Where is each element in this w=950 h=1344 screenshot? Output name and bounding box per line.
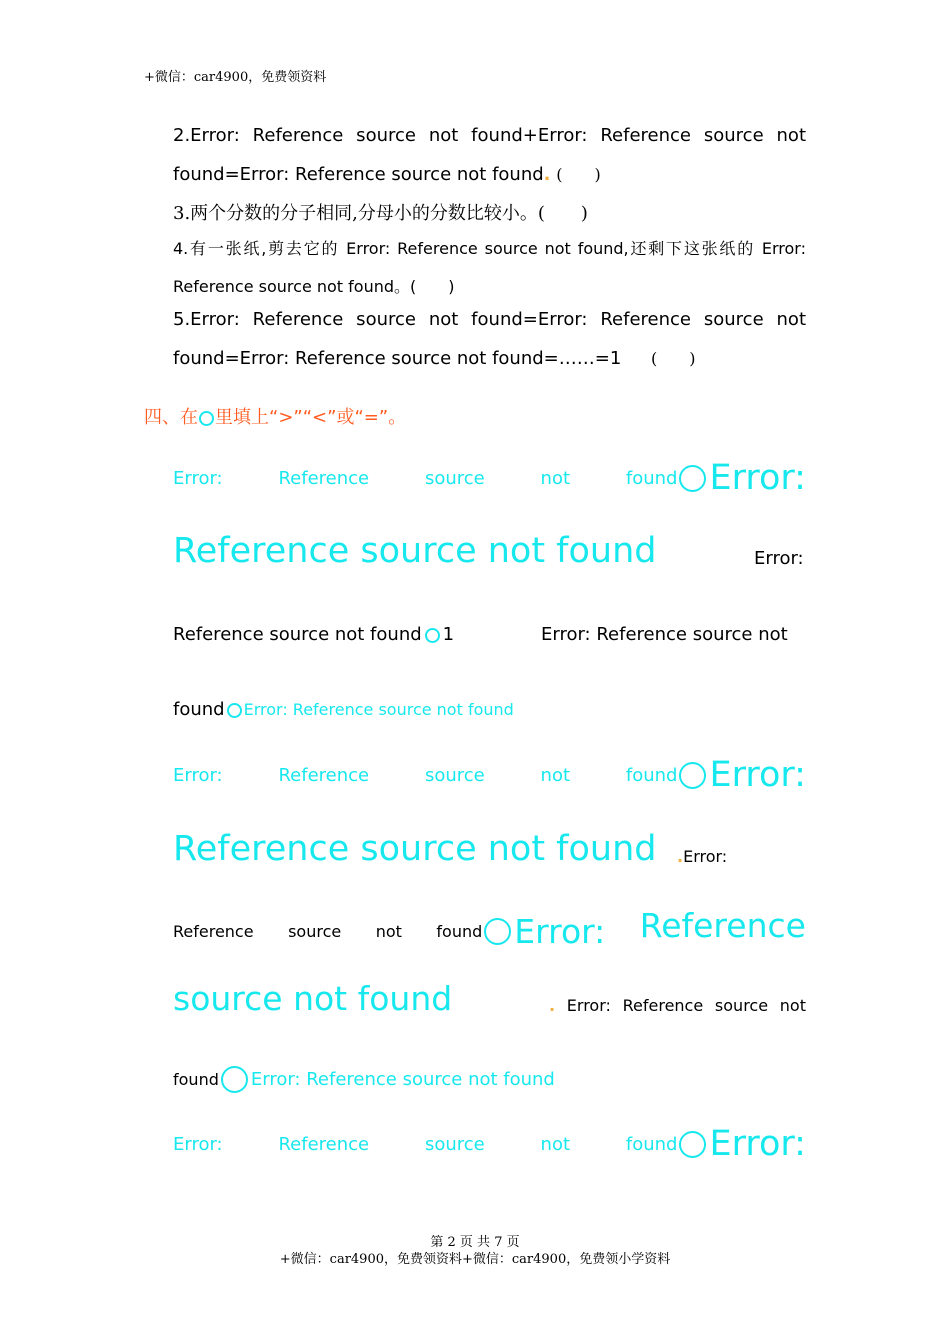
- question-3: 3.两个分数的分子相同,分母小的分数比较小。( ): [173, 203, 588, 224]
- reference-large: Reference source not found: [173, 829, 657, 869]
- answer-paren: ( ): [556, 165, 601, 184]
- compare-circle-icon[interactable]: [484, 918, 511, 945]
- question-2-text: found=Error: Reference source not found: [173, 164, 544, 185]
- found-word: found: [625, 764, 678, 786]
- not-word: not: [540, 467, 571, 489]
- compare-row-1: [173, 458, 806, 498]
- source-word: source: [288, 922, 342, 941]
- compare-row-2: [173, 624, 454, 645]
- section-4-title: [144, 403, 406, 429]
- error-word: Error:: [566, 996, 611, 1015]
- error-text: Error: Reference source not: [541, 624, 788, 645]
- found-word: found: [173, 699, 225, 720]
- compare-circle-icon[interactable]: [227, 703, 242, 718]
- compare-circle-icon[interactable]: [221, 1066, 248, 1093]
- reference-word: Reference: [278, 1133, 370, 1155]
- dot-mark: .: [677, 847, 684, 866]
- error-text-group: [549, 996, 806, 1015]
- error-word: Error:: [173, 764, 223, 786]
- compare-row-3: [173, 699, 514, 720]
- title-suffix: 里填上“>”“<”或“=”。: [215, 407, 407, 428]
- compare-circle-icon[interactable]: [679, 762, 706, 789]
- title-prefix: 四、在: [144, 407, 198, 428]
- not-word: not: [540, 1133, 571, 1155]
- found-circle-group: [626, 458, 806, 498]
- source-not-found-large: source not found: [173, 979, 453, 1018]
- found-circle-group: [436, 912, 605, 951]
- compare-row-5: [173, 906, 806, 951]
- reference-word-large: Reference: [639, 906, 806, 945]
- compare-circle-icon[interactable]: [425, 628, 440, 643]
- compare-circle-icon[interactable]: [679, 1131, 706, 1158]
- error-word-large: Error:: [709, 458, 806, 498]
- compare-row-7: [173, 1124, 806, 1164]
- reference-large: Reference source not found: [173, 531, 657, 571]
- dot-mark: .: [543, 164, 551, 185]
- dot-mark: .: [549, 996, 556, 1015]
- question-5-line-1: 5.Error: Reference source not found=Error: Reference source not: [173, 309, 806, 330]
- reference-text: Reference source not found: [173, 624, 422, 645]
- answer-paren: ( ): [651, 349, 696, 368]
- reference-word: Reference: [278, 764, 370, 786]
- source-word: source: [424, 467, 485, 489]
- found-circle-group: [626, 755, 806, 795]
- error-word: Error:: [683, 847, 728, 866]
- compare-row-4: [173, 755, 806, 795]
- header-note: +微信：car4900，免费领资料: [144, 70, 327, 85]
- error-word-group: [677, 847, 727, 866]
- reference-word: Reference: [278, 467, 370, 489]
- source-word: source: [424, 1133, 485, 1155]
- not-word: not: [779, 996, 806, 1015]
- footer-note: +微信：car4900，免费领资料+微信：car4900，免费领小学资料: [279, 1252, 671, 1267]
- found-word: found: [173, 1070, 219, 1089]
- found-word: found: [436, 922, 483, 941]
- reference-word: Reference: [622, 996, 704, 1015]
- error-word: Error:: [754, 548, 804, 569]
- source-word: source: [714, 996, 769, 1015]
- error-word: Error:: [173, 467, 223, 489]
- question-4-line-1: 4.有一张纸,剪去它的 Error: Reference source not found,还剩下这张纸的 Error:: [173, 239, 806, 258]
- error-word-large: Error:: [709, 1124, 806, 1164]
- question-4-line-2: Reference source not found。( ): [173, 277, 455, 296]
- error-word: Error:: [173, 1133, 223, 1155]
- circle-icon: [199, 411, 214, 426]
- question-5-line-2: [173, 346, 696, 369]
- question-2-line-1: 2.Error: Reference source not found+Error: Reference source not: [173, 125, 806, 146]
- found-word: found: [625, 1133, 678, 1155]
- question-5-text: found=Error: Reference source not found=……=1: [173, 348, 622, 369]
- error-word-large: Error:: [709, 755, 806, 795]
- reference-word: Reference: [173, 922, 254, 941]
- found-word: found: [625, 467, 678, 489]
- error-text: Error: Reference source not found: [250, 1069, 555, 1090]
- not-word: not: [540, 764, 571, 786]
- question-2-line-2: [173, 162, 601, 185]
- found-circle-group: [626, 1124, 806, 1164]
- compare-circle-icon[interactable]: [679, 465, 706, 492]
- one-value: 1: [442, 624, 455, 645]
- source-word: source: [424, 764, 485, 786]
- error-word-large: Error:: [514, 912, 606, 951]
- compare-row-6: [173, 1066, 555, 1093]
- not-word: not: [375, 922, 402, 941]
- page-number: 第 2 页 共 7 页: [430, 1235, 520, 1250]
- error-text: Error: Reference source not found: [243, 700, 514, 719]
